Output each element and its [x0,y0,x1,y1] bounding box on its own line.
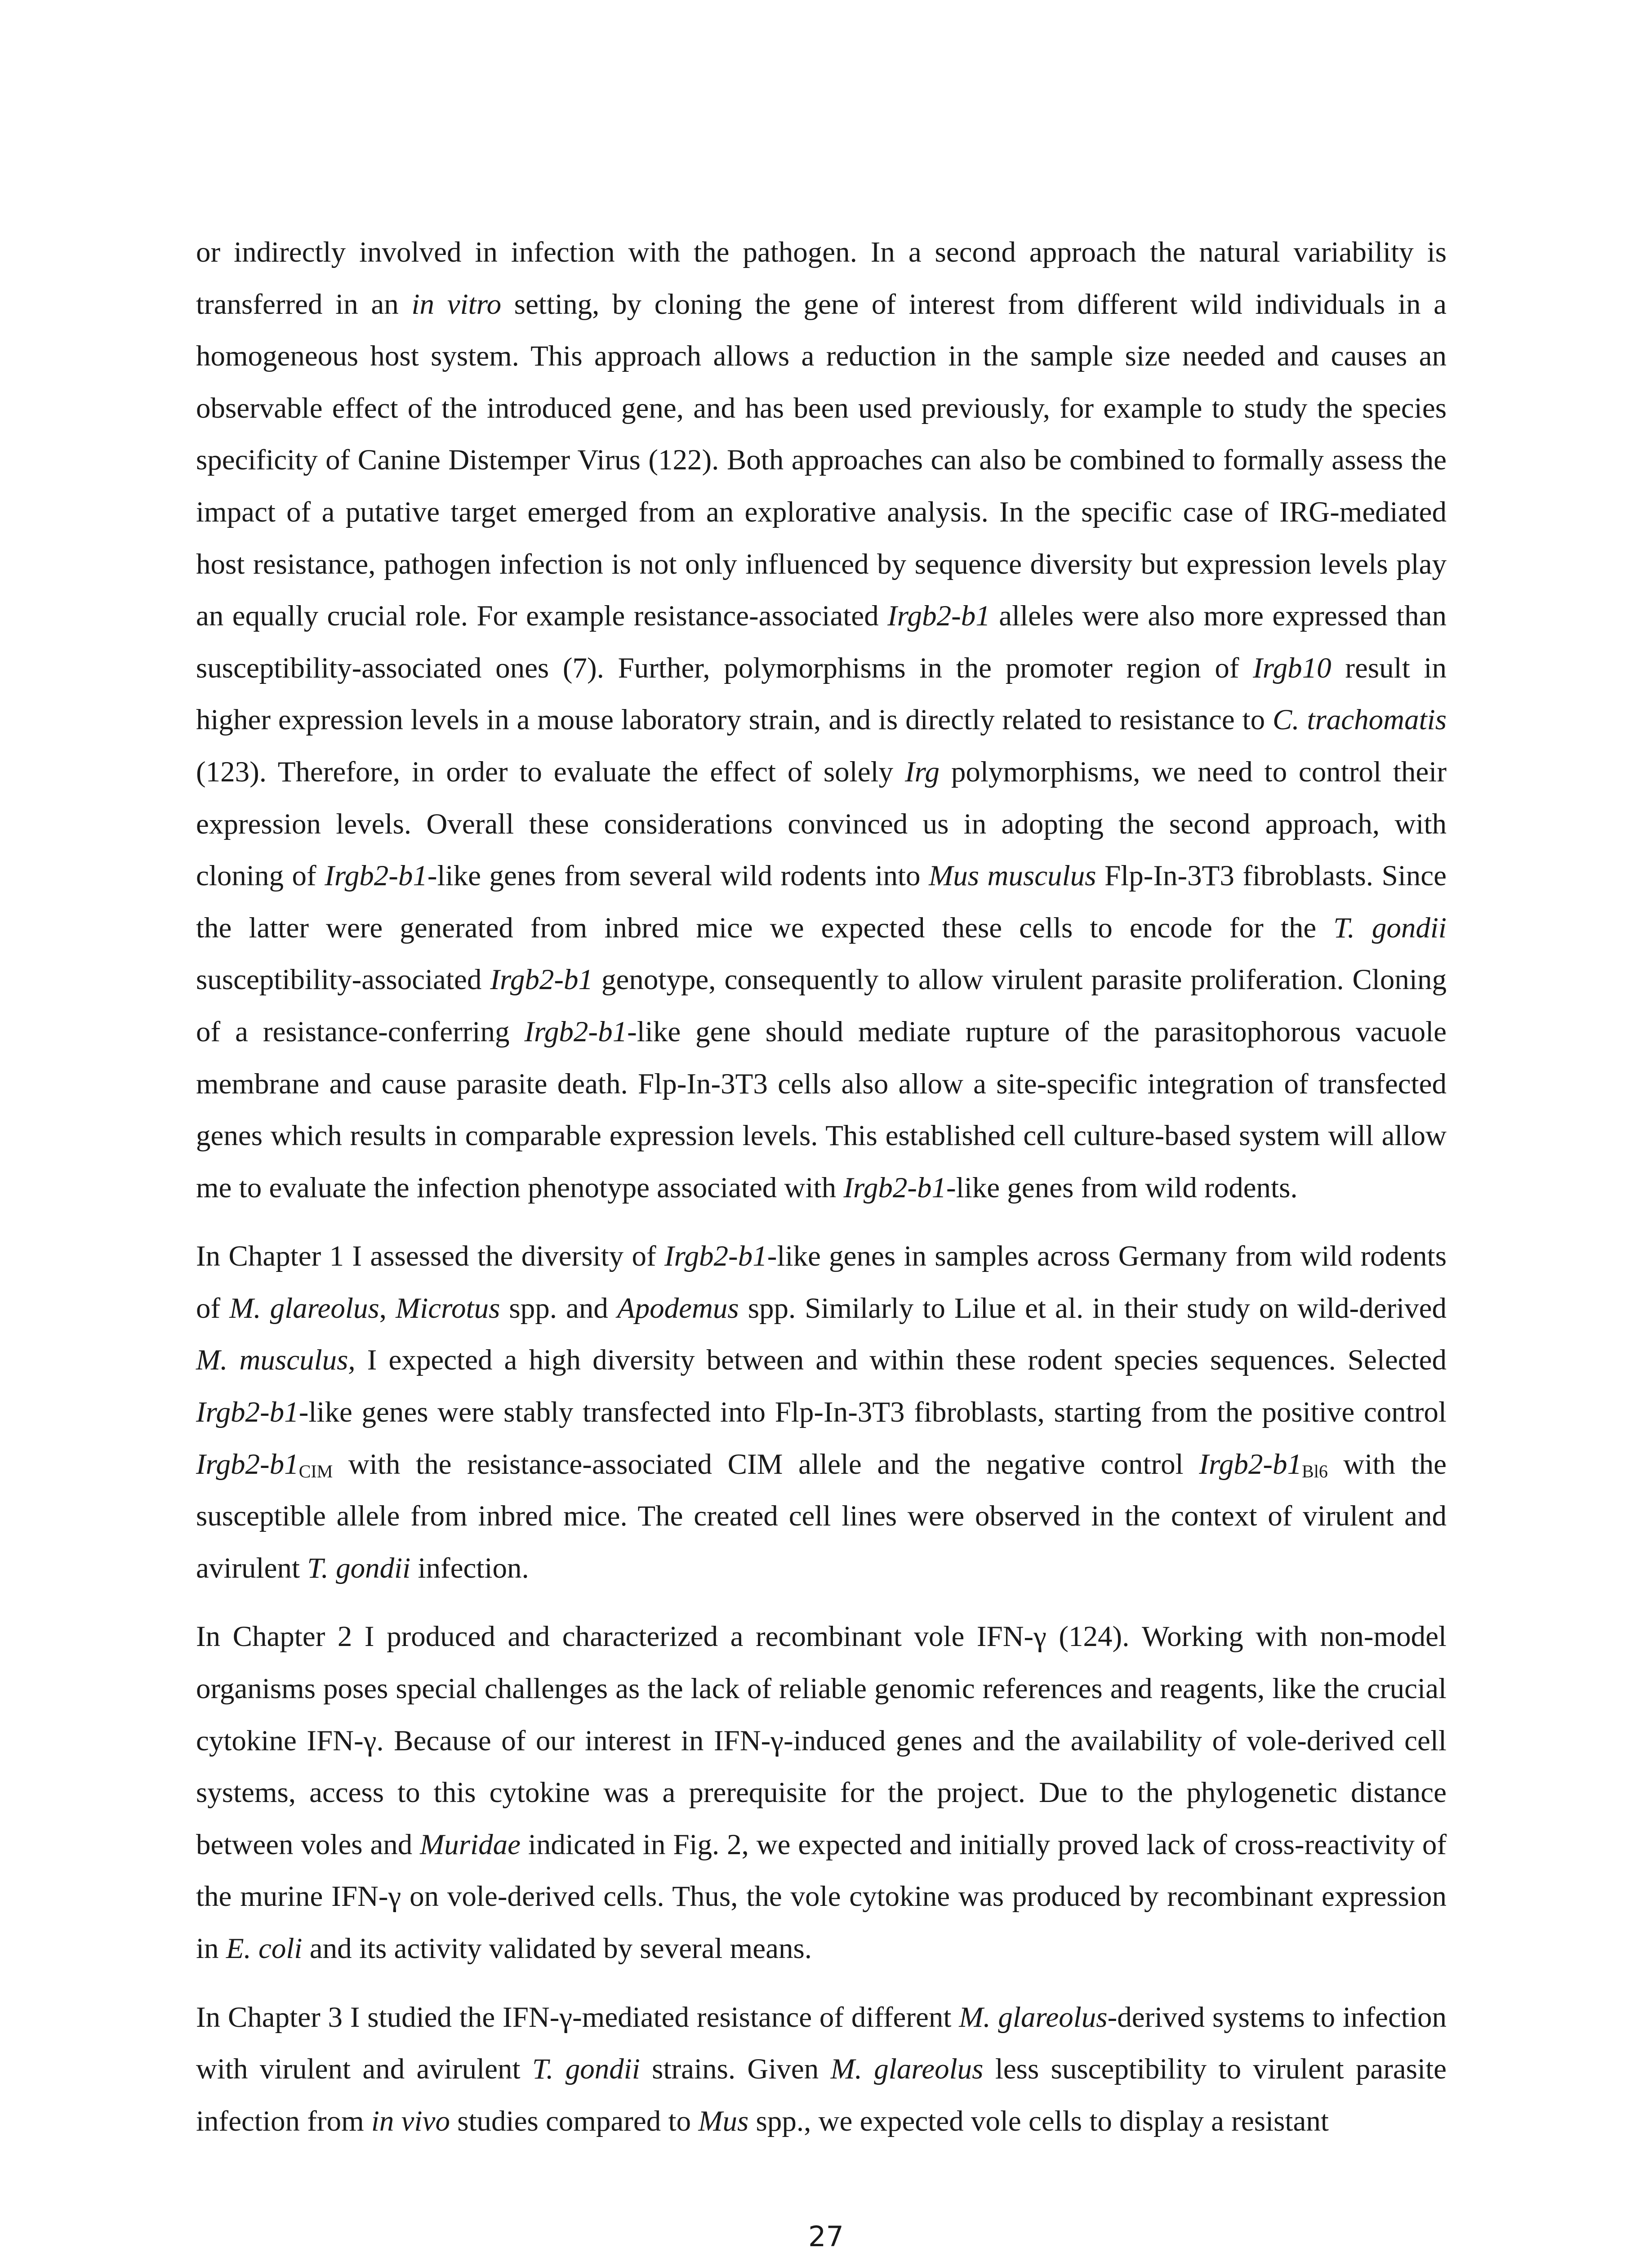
text-run: spp. and [500,1292,617,1325]
italic-term: Irgb2-b1 [1199,1448,1302,1481]
italic-term: Muridae [420,1828,521,1861]
text-run: spp., we expected vole cells to display a resistant [748,2105,1329,2137]
italic-term: T. gondii [307,1552,411,1584]
italic-term: in vitro [411,288,502,321]
text-run: indicated in Fig. 2, we expected and initially proved lack of cross-reactivity of the murine IFN-γ on vole-derived cells. Thus, the vole cytokine was produced by recombinant expression in [196,1828,1447,1965]
text-run: with the resistance-associated CIM allele and the negative control [333,1448,1199,1481]
italic-term: Microtus [396,1292,500,1325]
text-run: -like genes from wild rodents. [946,1171,1298,1204]
paragraph-3-chapter-2 [196,1611,1447,1975]
paragraph-2-chapter-1 [196,1231,1447,1594]
text-run: less susceptibility to virulent parasite infection from [196,2053,1447,2137]
text-run: susceptibility-associated [196,963,490,996]
allele-subscript: Bl6 [1302,1461,1328,1481]
text-run: In Chapter 3 I studied the IFN-γ-mediated resistance of different [196,2001,959,2034]
text-run: with the susceptible allele from inbred mice. The created cell lines were observed in the context of virulent and avirulent [196,1448,1447,1584]
italic-term: Irgb2-b1 [196,1396,299,1429]
italic-term: Irgb2-b1 [843,1171,947,1204]
italic-term: Apodemus [617,1292,739,1325]
text-run: -like genes from several wild rodents into [427,860,929,892]
text-run: genotype, consequently to allow virulent parasite proliferation. Cloning of a resistance-conferring [196,963,1447,1048]
italic-term: M. glareolus [229,1292,379,1325]
italic-term: E. coli [226,1932,303,1965]
text-run: In Chapter 1 I assessed the diversity of [196,1240,664,1273]
text-run: -like genes in samples across Germany from wild rodents of [196,1240,1447,1325]
text-run: I expected a high diversity between and within these rodent species sequences. Selected [355,1344,1447,1377]
italic-term: Irg [904,755,940,788]
italic-term: M. glareolus [830,2053,984,2086]
italic-term: Mus [698,2105,749,2137]
paragraph-4-chapter-3 [196,1992,1447,2148]
text-run: (123). Therefore, in order to evaluate the effect of solely [196,755,905,788]
text-run: and its activity validated by several means. [302,1932,812,1965]
italic-term: Irgb2-b1 [325,860,427,892]
italic-term: in vivo [371,2105,450,2137]
text-run: -like gene should mediate rupture of the parasitophorous vacuole membrane and cause parasite death. Flp-In-3T3 cells also allow a site-specific integration of transfected genes which results in comparable expression levels. This established cell culture-based system will allow me to evaluate the infection phenotype associated with [196,1015,1447,1204]
paragraph-1 [196,227,1447,1214]
italic-term: M. musculus, [196,1344,356,1377]
page-body [196,227,1447,2164]
text-run: -like genes were stably transfected into Flp-In-3T3 fibroblasts, starting from the positive control [298,1396,1447,1429]
text-run: or indirectly involved in infection with the pathogen. In a second approach the natural variability is transferred in an [196,236,1447,321]
text-run: studies compared to [450,2105,699,2137]
italic-term: Irgb2-b1 [524,1015,628,1048]
italic-term: C. trachomatis [1273,704,1447,736]
italic-term: M. glareolus [959,2001,1108,2034]
text-run: -derived systems to infection with virulent and avirulent [196,2001,1447,2086]
text-run: polymorphisms, we need to control their expression levels. Overall these considerations convinced us in adopting the second approach, with cloning of [196,755,1447,892]
text-run: spp. Similarly to Lilue et al. in their study on wild-derived [739,1292,1447,1325]
italic-term: Irgb2-b1 [196,1448,299,1481]
text-run: result in higher expression levels in a mouse laboratory strain, and is directly related to resistance to [196,651,1447,736]
text-run: setting, by cloning the gene of interest from different wild individuals in a homogeneous host system. This approach allows a reduction in the sample size needed and causes an observable effect of the introduced gene, and has been used previously, for example to study the species specificity of Canine Distemper Virus (122). Both approaches can also be combined to formally assess the impact of a putative target emerged from an explorative analysis. In the specific case of IRG-mediated host resistance, pathogen infection is not only influenced by sequence diversity but expression levels play an equally crucial role. For example resistance-associated [196,288,1447,633]
italic-term: T. gondii [1333,911,1447,944]
italic-term: Irgb10 [1253,651,1331,684]
text-run: , [379,1292,396,1325]
text-run: Flp-In-3T3 fibroblasts. Since the latter were generated from inbred mice we expected these cells to encode for the [196,860,1447,944]
text-run: alleles were also more expressed than susceptibility-associated ones (7). Further, polymorphisms in the promoter region of [196,600,1447,684]
text-run: strains. Given [640,2053,831,2086]
text-run: infection. [410,1552,529,1584]
text-run: In Chapter 2 I produced and characterized a recombinant vole IFN-γ (124). Working with non-model organisms poses special challenges as the lack of reliable genomic references and reagents, like the crucial cytokine IFN-γ. Because of our interest in IFN-γ-induced genes and the availability of vole-derived cell systems, access to this cytokine was a prerequisite for the project. Due to the phylogenetic distance between voles and [196,1620,1447,1861]
italic-term: T. gondii [532,2053,640,2086]
italic-term: Mus musculus [929,860,1096,892]
italic-term: Irgb2-b1 [664,1240,767,1273]
italic-term: Irgb2-b1 [887,600,990,633]
page-number: 27 [808,2220,844,2248]
allele-subscript: CIM [298,1461,333,1481]
italic-term: Irgb2-b1 [490,963,593,996]
